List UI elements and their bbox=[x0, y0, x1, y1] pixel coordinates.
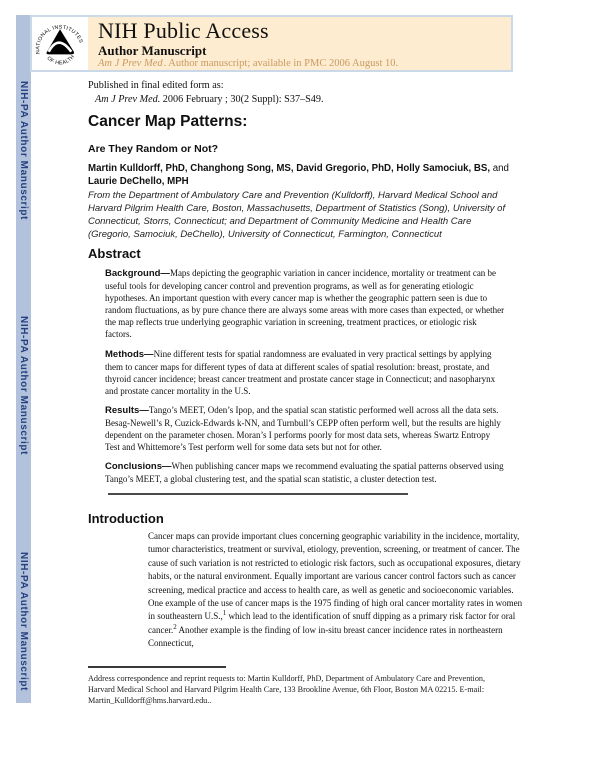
results-label: Results— bbox=[105, 404, 149, 416]
background-text: Maps depicting the geographic variation in cancer incidence, mortality or treatment can be useful tools for developing cancer control and prevention programs, as well as for generating etiologic hypotheses. An important question with every cancer map is whether the geographic pattern seen is due to random fluctuations, as by pure chance there are always some areas with more cases than expected, or whether the map reflects true underlying geographic variation in screening, treatment practices, or etiologic risk factors. bbox=[105, 268, 505, 340]
author-names-group1: Martin Kulldorff, PhD, Changhong Song, MS, David Gregorio, PhD, Holly Samociuk, BS, bbox=[88, 163, 491, 174]
methods-label: Methods— bbox=[105, 348, 154, 360]
banner-subtitle: Author Manuscript bbox=[98, 43, 207, 58]
nihpa-watermark-label: NIH-PA Author Manuscript bbox=[18, 81, 29, 221]
correspondence-footnote: Address correspondence and reprint requests to: Martin Kulldorff, PhD, Department of Ambulatory Care and Prevention, Harvard Medical School and Harvard Pilgrim Health Care, 133 Brookline Avenue, 6th Floor, Boston MA 02215. E-mail: Martin_Kulldorff@hms.harvard.edu.. bbox=[88, 674, 486, 705]
nihpa-watermark-label: NIH-PA Author Manuscript bbox=[18, 316, 29, 456]
article-subtitle: Are They Random or Not? bbox=[88, 143, 219, 155]
availability-rest: . Author manuscript; available in PMC 2006 August 10. bbox=[163, 58, 399, 69]
conclusions-text: When publishing cancer maps we recommend evaluating the spatial patterns observed using Tango’s MEET, a global clustering test, and the spatial scan statistic, a cluster detection test. bbox=[105, 461, 504, 485]
nih-seal-text-top: NATIONAL INSTITUTES bbox=[35, 23, 84, 54]
nih-logo bbox=[32, 17, 88, 70]
abstract-methods-paragraph bbox=[105, 348, 505, 397]
abstract-results-paragraph bbox=[105, 404, 505, 453]
citation-rest: 2006 February ; 30(2 Suppl): S37–S49. bbox=[160, 94, 324, 105]
author-list bbox=[88, 163, 522, 188]
abstract-background-paragraph bbox=[105, 267, 505, 341]
author-affiliation: From the Department of Ambulatory Care and Prevention (Kulldorff), Harvard Medical School and Harvard Pilgrim Health Care, Boston, Massachusetts, Department of Statistics (Song), University of Connecticut, Storrs, Connecticut; and Department of Community Medicine and Health Care (Gregorio, Samociuk, DeChello), University of Connecticut, Farmington, Connecticut bbox=[88, 190, 506, 240]
conclusions-label: Conclusions— bbox=[105, 461, 172, 473]
banner-availability-line bbox=[98, 58, 501, 70]
published-as-block bbox=[88, 79, 324, 107]
reference-superscript-2: 2 bbox=[173, 622, 177, 631]
intro-text-1: Cancer maps can provide important clues concerning geographic variability in the incidence, mortality, tumor characteristics, treatment or survival, etiology, prevention, screening, or treatment of cancer. The cause of such variation is not restricted to etiologic risk factors, such as occupational exposures, dietary habits, or the natural environment. Equally important are various cancer control factors such as cancer screening, medical practice and access to health care, as well as genetic and socioeconomic variables. One example of the use of cancer maps is the 1975 finding of high oral cancer mortality rates in women in southeastern U.S., bbox=[148, 531, 523, 622]
methods-text: Nine different tests for spatial randomness are evaluated in very practical settings by applying them to cancer maps for different types of data at different scales of spatial resolution: breast, prostate, and thyroid cancer incidence; breast cancer treatment and prostate cancer stage in Connecticut; and nasopharynx and prostate cancer mortality in the U.S. bbox=[105, 348, 496, 396]
nih-seal-text-bottom: OF HEALTH bbox=[45, 53, 77, 66]
svg-text:OF HEALTH bbox=[45, 53, 76, 65]
nih-seal-icon bbox=[34, 18, 86, 70]
nih-public-access-banner bbox=[30, 15, 513, 72]
availability-journal-abbrev: Am J Prev Med bbox=[98, 58, 163, 69]
author-conjunction: and bbox=[490, 163, 509, 174]
abstract-conclusions-paragraph bbox=[105, 460, 505, 497]
banner-title: NIH Public Access bbox=[98, 18, 269, 43]
published-as-intro: Published in final edited form as: bbox=[88, 80, 224, 91]
abstract-heading: Abstract bbox=[88, 246, 141, 261]
author-names-group2: Laurie DeChello, MPH bbox=[88, 175, 189, 187]
background-label: Background— bbox=[105, 268, 170, 279]
abstract-body bbox=[105, 267, 505, 505]
intro-text-2: which lead to the identification of snuff dipping as a primary risk factor for oral cancer. bbox=[148, 611, 516, 635]
article-title: Cancer Map Patterns: bbox=[88, 113, 248, 130]
abstract-end-rule bbox=[108, 492, 408, 495]
introduction-paragraph bbox=[148, 530, 524, 651]
nihpa-watermark-strip bbox=[16, 15, 31, 703]
journal-citation bbox=[88, 93, 324, 107]
introduction-heading: Introduction bbox=[88, 511, 164, 526]
banner-text-area bbox=[88, 17, 511, 70]
citation-journal-abbrev: Am J Prev Med. bbox=[95, 94, 161, 105]
footnote-separator-rule bbox=[88, 666, 226, 668]
intro-text-3: Another example is the finding of low in-situ breast cancer incidence rates in northeastern Connecticut, bbox=[148, 624, 503, 649]
reference-superscript-1: 1 bbox=[222, 609, 227, 618]
nihpa-watermark-label: NIH-PA Author Manuscript bbox=[18, 551, 29, 691]
results-text: Tango’s MEET, Oden’s Ipop, and the spatial scan statistic performed well across all the data sets. Besag-Newell’s R, Cuzick-Edwards k-NN, and Turnbull’s CEPP often perform well, but the results are highly dependent on the parameter chosen. Moran’s I performs poorly for most data sets, whereas Swartz Entropy Test and Whittemore’s Test perform well for some data sets but not for other. bbox=[105, 404, 501, 453]
